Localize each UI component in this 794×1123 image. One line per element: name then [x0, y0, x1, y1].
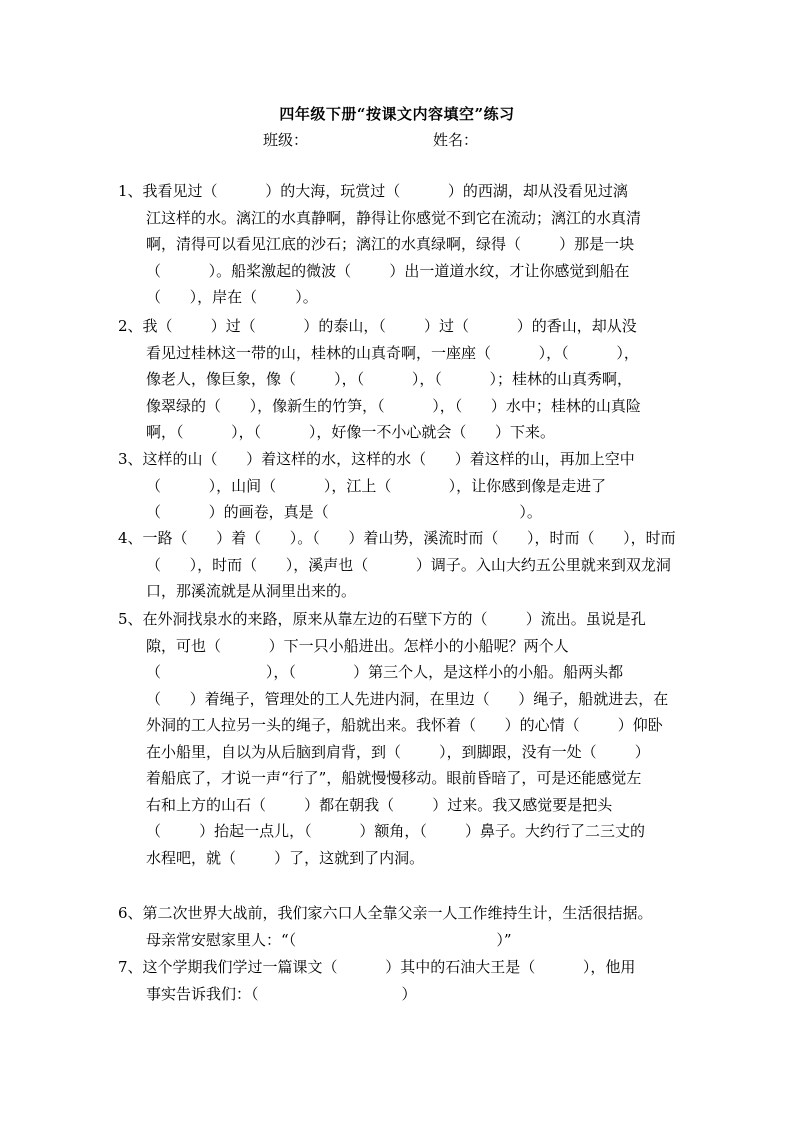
question-line: 右和上方的山石（ ）都在朝我（ ）过来。我又感觉要是把头	[146, 795, 613, 814]
question-line: （ ），时而（ ），溪声也（ ）调子。入山大约五公里就来到双龙洞	[146, 555, 671, 574]
question-line: （ ），（ ）第三个人，是这样小的小船。船两头都	[146, 663, 624, 681]
question-line: 看见过桂林这一带的山，桂林的山真奇啊，一座座（ ），（ ），	[146, 343, 639, 362]
question-4	[118, 525, 678, 605]
question-7	[118, 954, 678, 1007]
question-line: 口，那溪流就是从洞里出来的。	[146, 582, 357, 600]
question-line: 着船底了，才说一声“行了”，船就慢慢移动。眼前昏暗了，可是还能感觉左	[146, 769, 642, 787]
question-line: 在小船里，自以为从后脑到肩背，到（ ），到脚跟，没有一处（ ）	[146, 742, 650, 761]
question-line: 像翠绿的（ ），像新生的竹笋，（ ），（ ）水中；桂林的山真险	[146, 396, 641, 415]
question-line: 事实告诉我们：（ ）	[146, 984, 417, 1003]
question-line: （ ）着绳子，管理处的工人先进内洞，在里边（ ）绳子，船就进去，在	[146, 689, 669, 708]
question-2	[118, 313, 678, 446]
student-info	[263, 129, 478, 150]
question-line: 7、这个学期我们学过一篇课文（ ）其中的石油大王是（ ），他用	[118, 958, 636, 976]
question-line: （ ）抬起一点儿，（ ）额角，（ ）鼻子。大约行了二三丈的	[146, 822, 645, 840]
question-5	[118, 606, 678, 871]
question-line: 6、第二次世界大战前，我们家六口人全靠父亲一人工作维持生计，生活很拮据。	[118, 904, 653, 922]
question-line: 江这样的水。漓江的水真静啊，静得让你感觉不到它在流动；漓江的水真清	[146, 208, 642, 227]
page-title: 四年级下册“按课文内容填空”练习	[279, 105, 515, 123]
question-line: 啊，（ ），（ ），好像一不小心就会（ ）下来。	[146, 423, 555, 441]
name-label: 姓名：	[433, 131, 479, 149]
question-6	[118, 900, 678, 953]
question-1	[118, 178, 678, 311]
question-line: 4、一路（ ）着（ ）。（ ）着山势，溪流时而（ ），时而（ ），时而	[118, 529, 676, 547]
question-line: （ ）的画卷，真是（ ）。	[146, 503, 542, 521]
question-line: 5、在外洞找泉水的来路，原来从靠左边的石壁下方的（ ）流出。虽说是孔	[118, 610, 646, 628]
question-line: 水程吧，就（ ）了，这就到了内洞。	[146, 848, 425, 867]
question-line: 像老人，像巨象，像（ ），（ ），（ ）；桂林的山真秀啊，	[146, 370, 633, 388]
question-line: 2、我（ ）过（ ）的泰山，（ ）过（ ）的香山，却从没	[118, 317, 637, 335]
question-line: 3、这样的山（ ）着这样的水，这样的水（ ）着这样的山，再加上空中	[118, 450, 635, 468]
question-line: （ ），岸在（ ）。	[146, 288, 318, 306]
question-line: （ ），山间（ ），江上（ ），让你感到像是走进了	[146, 476, 607, 495]
question-line: 外洞的工人拉另一头的绳子，船就出来。我怀着（ ）的心情（ ）仰卧	[146, 716, 663, 734]
question-line: 啊，清得可以看见江底的沙石；漓江的水真绿啊，绿得（ ）那是一块	[146, 235, 635, 253]
question-3	[118, 446, 678, 526]
question-line: 隙，可也（ ）下一只小船进出。怎样小的小船呢？两个人	[146, 636, 569, 655]
class-label: 班级：	[263, 131, 309, 149]
question-line: （ ）。船桨激起的微波（ ）出一道道水纹，才让你感觉到船在	[146, 261, 630, 280]
question-line: 1、我看见过（ ）的大海，玩赏过（ ）的西湖，却从没看见过漓	[118, 182, 628, 200]
question-line: 母亲常安慰家里人：“（ ）”	[146, 930, 512, 949]
